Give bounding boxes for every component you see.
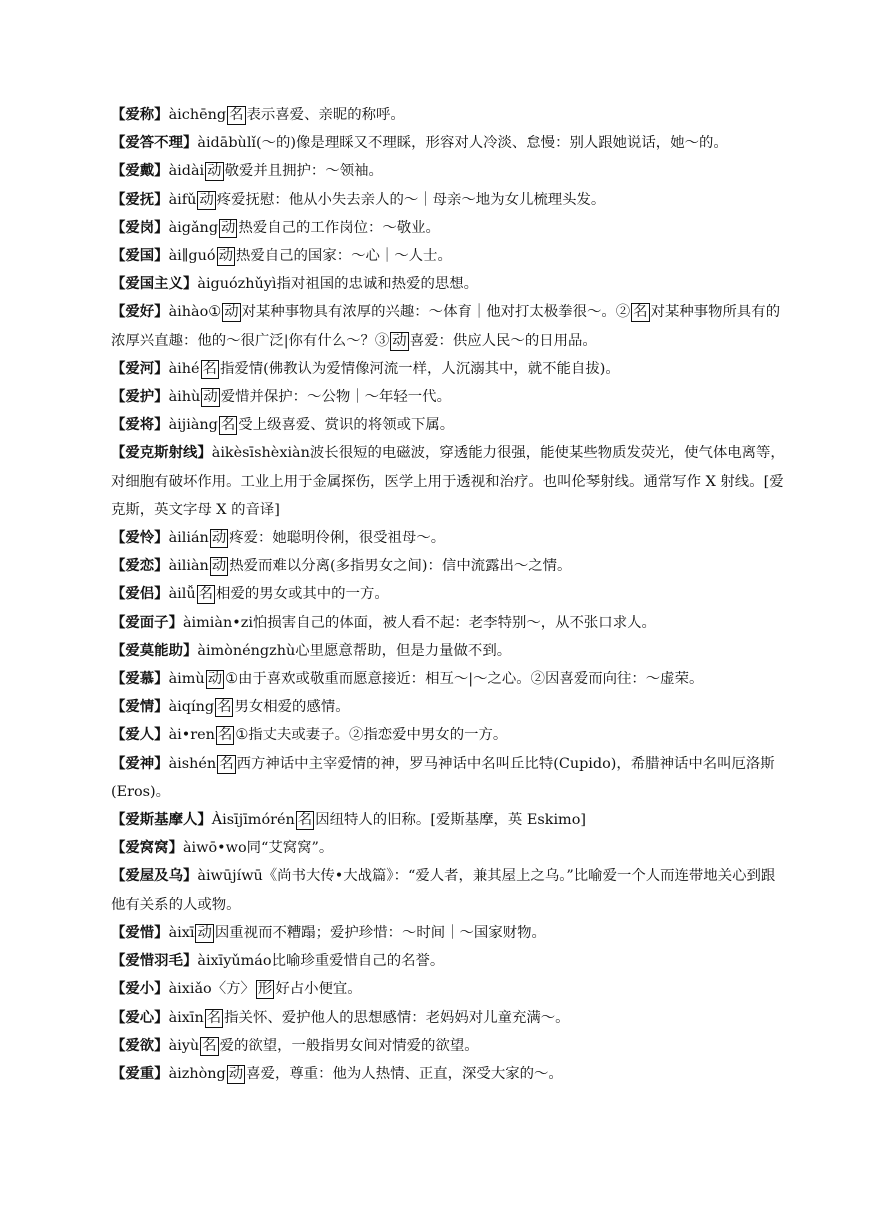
entry-definition: 受上级喜爱、赏识的将领或下属。 xyxy=(238,417,455,434)
part-of-speech-tag: 名 xyxy=(217,699,232,716)
part-of-speech-tag: 动 xyxy=(199,191,214,208)
dictionary-entry xyxy=(111,1060,787,1088)
entry-headword: 【爱神】 xyxy=(111,754,169,772)
dictionary-entry xyxy=(111,806,787,834)
dictionary-entry xyxy=(111,524,787,552)
part-of-speech-tag: 动 xyxy=(207,671,223,688)
entry-definition: 爱的欲望，一般指男女间对情爱的欲望。 xyxy=(219,1037,479,1054)
entry-headword: 【爱抚】 xyxy=(111,190,169,208)
part-of-speech-tag: 名 xyxy=(229,107,244,123)
entry-pinyin: Àisījīmórén xyxy=(211,812,295,829)
entry-definition: 热爱自己的国家：～心｜～人士。 xyxy=(235,248,452,265)
entry-headword: 【爱慕】 xyxy=(111,670,169,688)
part-of-speech-tag: 名 xyxy=(217,727,233,744)
entry-headword: 【爱国】 xyxy=(111,247,169,265)
entry-headword: 【爱惜】 xyxy=(111,923,169,941)
part-of-speech-tag: 名 xyxy=(198,586,214,603)
dictionary-entry xyxy=(111,439,787,524)
entry-definition: 对某种事物具有浓厚的兴趣：～体育｜他对打太极拳很～。② xyxy=(241,304,631,321)
part-of-speech-tag: 名 xyxy=(202,360,217,377)
dictionary-entry xyxy=(111,975,787,1003)
entry-pinyin: ài∥guó xyxy=(168,248,216,265)
entry-headword: 【爱欲】 xyxy=(111,1036,169,1054)
part-of-speech-tag: 名 xyxy=(219,755,234,772)
entry-headword: 【爱克斯射线】 xyxy=(111,444,212,462)
entry-headword: 【爱护】 xyxy=(111,388,169,406)
entry-definition: 敬爱并且拥护：～领袖。 xyxy=(224,163,383,180)
entry-definition: 指对祖国的忠诚和热爱的思想。 xyxy=(276,276,479,293)
entry-definition: 喜爱，尊重：他为人热情、正直，深受大家的～。 xyxy=(246,1065,563,1082)
entry-headword: 【爱斯基摩人】 xyxy=(111,811,212,829)
dictionary-entry xyxy=(111,355,787,383)
entry-pinyin: àixiǎo〈方〉 xyxy=(168,981,255,998)
entry-definition: 因纽特人的旧称。[爱斯基摩，英 Eskimo] xyxy=(315,812,586,829)
entry-pinyin: àixīn xyxy=(168,1009,204,1026)
entry-definition: 相爱的男女或其中的一方。 xyxy=(216,586,389,603)
entry-pinyin: àichēng xyxy=(168,107,227,123)
entry-pinyin: ài•ren xyxy=(168,727,215,744)
entry-definition: 比喻珍重爱惜自己的名誉。 xyxy=(271,953,445,970)
entry-pinyin: àiguózhǔyì xyxy=(197,276,277,293)
entry-pinyin: àimiàn•zi xyxy=(182,614,253,631)
entry-headword: 【爱答不理】 xyxy=(111,134,198,152)
entry-headword: 【爱屋及乌】 xyxy=(111,867,198,885)
dictionary-entry xyxy=(111,919,787,947)
entry-definition: 心里愿意帮助，但是力量做不到。 xyxy=(295,642,512,659)
entry-list xyxy=(111,101,787,1088)
entry-definition: 指关怀、爱护他人的思想感情：老妈妈对儿童充满～。 xyxy=(224,1009,570,1026)
dictionary-entry xyxy=(111,834,787,862)
part-of-speech-tag: 动 xyxy=(221,219,236,236)
dictionary-entry xyxy=(111,693,787,721)
part-of-speech-tag: 动 xyxy=(211,530,227,547)
entry-definition: 喜爱：供应人民～的日用品。 xyxy=(409,332,597,349)
entry-definition: 疼爱：她聪明伶俐，很受祖母～。 xyxy=(229,530,446,547)
entry-definition: 波长很短的电磁波，穿透能力很强，能使某些物质发荧光，使气体电离等，对细胞有破坏作用。工业上用于金属探伤，医学上用于透视和治疗。也叫伦琴射线。通常写作 X 射线。[爱克斯，英文字母 X 的音译] xyxy=(111,445,785,518)
part-of-speech-tag: 形 xyxy=(257,981,273,998)
entry-definition: 男女相爱的感情。 xyxy=(234,699,350,716)
entry-headword: 【爱重】 xyxy=(111,1064,169,1082)
entry-pinyin: àiqíng xyxy=(168,699,215,716)
dictionary-entry xyxy=(111,862,787,918)
entry-definition: (～的)像是理睬又不理睬，形容对人冷淡、怠慢：别人跟她说话，她～的。 xyxy=(256,135,728,152)
entry-definition: ①指丈夫或妻子。②指恋爱中男女的一方。 xyxy=(235,727,508,744)
entry-pinyin: àimònéngzhù xyxy=(197,642,296,659)
entry-definition: 爱惜并保护：～公物｜～年轻一代。 xyxy=(220,389,451,406)
entry-pinyin: àixīyǔmáo xyxy=(197,953,272,970)
entry-headword: 【爱窝窝】 xyxy=(111,839,183,857)
entry-headword: 【爱称】 xyxy=(111,106,169,123)
entry-definition: 表示喜爱、亲昵的称呼。 xyxy=(246,107,405,123)
dictionary-entry xyxy=(111,186,787,214)
entry-headword: 【爱国主义】 xyxy=(111,275,198,293)
entry-headword: 【爱惜羽毛】 xyxy=(111,952,198,970)
entry-pinyin: àiliàn xyxy=(168,558,209,575)
entry-pinyin: àiwō•wo xyxy=(182,840,247,857)
part-of-speech-tag: 名 xyxy=(202,1037,217,1054)
entry-definition: ①由于喜欢或敬重而愿意接近：相互～|～之心。②因喜爱而向往：～虚荣。 xyxy=(225,671,704,688)
entry-pinyin: àimù xyxy=(168,671,205,688)
part-of-speech-tag: 名 xyxy=(633,304,648,321)
entry-pinyin: àidài xyxy=(168,163,205,180)
entry-pinyin: àihào① xyxy=(168,304,222,321)
dictionary-entry xyxy=(111,721,787,749)
entry-pinyin: àihù xyxy=(168,389,201,406)
entry-headword: 【爱心】 xyxy=(111,1008,169,1026)
part-of-speech-tag: 动 xyxy=(218,248,233,265)
entry-headword: 【爱小】 xyxy=(111,980,169,998)
entry-pinyin: àizhòng xyxy=(168,1065,226,1082)
dictionary-entry xyxy=(111,383,787,411)
dictionary-entry xyxy=(111,609,787,637)
entry-pinyin: àiyù xyxy=(168,1037,200,1054)
entry-pinyin: àijiàng xyxy=(168,417,218,434)
entry-pinyin: àilián xyxy=(168,530,209,547)
dictionary-entry xyxy=(111,270,787,298)
entry-definition: 疼爱抚慰：他从小失去亲人的～｜母亲～地为女儿梳理头发。 xyxy=(216,191,606,208)
part-of-speech-tag: 动 xyxy=(224,304,239,321)
entry-definition: 好占小便宜。 xyxy=(275,981,362,998)
part-of-speech-tag: 名 xyxy=(220,417,236,434)
dictionary-entry xyxy=(111,552,787,580)
dictionary-entry xyxy=(111,750,787,806)
dictionary-entry xyxy=(111,157,787,185)
dictionary-entry xyxy=(111,637,787,665)
part-of-speech-tag: 动 xyxy=(211,558,227,575)
entry-headword: 【爱莫能助】 xyxy=(111,641,198,659)
entry-pinyin: àikèsīshèxiàn xyxy=(211,445,310,462)
part-of-speech-tag: 动 xyxy=(203,389,218,406)
dictionary-entry xyxy=(111,101,787,129)
dictionary-entry xyxy=(111,242,787,270)
dictionary-entry xyxy=(111,298,787,354)
part-of-speech-tag: 动 xyxy=(392,332,407,349)
entry-definition: 热爱自己的工作岗位：～敬业。 xyxy=(238,219,440,236)
entry-headword: 【爱河】 xyxy=(111,359,169,377)
dictionary-entry xyxy=(111,580,787,608)
entry-pinyin: àifǔ xyxy=(168,191,197,208)
entry-definition: 西方神话中主宰爱情的神，罗马神话中名叫丘比特(Cupido)，希腊神话中名叫厄洛斯(Eros)。 xyxy=(111,755,775,800)
entry-headword: 【爱好】 xyxy=(111,303,169,321)
entry-pinyin: àidābùlǐ xyxy=(197,135,257,152)
entry-headword: 【爱情】 xyxy=(111,698,169,716)
entry-definition: 同“艾窝窝”。 xyxy=(246,840,334,857)
dictionary-entry xyxy=(111,1004,787,1032)
entry-definition: 因重视而不糟蹋；爱护珍惜：～时间｜～国家财物。 xyxy=(214,924,546,941)
entry-definition: 指爱情(佛教认为爱情像河流一样，人沉溺其中，就不能自拔)。 xyxy=(219,360,620,377)
entry-pinyin: àiwūjíwū xyxy=(197,868,263,885)
dictionary-entry xyxy=(111,411,787,439)
part-of-speech-tag: 动 xyxy=(197,924,212,941)
entry-pinyin: àishén xyxy=(168,755,217,772)
entry-definition: 《尚书大传•大战篇》：“爱人者，兼其屋上之乌。”比喻爱一个人而连带地关心到跟他有关系的人或物。 xyxy=(111,868,776,913)
entry-headword: 【爱侣】 xyxy=(111,585,169,603)
entry-headword: 【爱人】 xyxy=(111,726,169,744)
entry-pinyin: àihé xyxy=(168,360,200,377)
part-of-speech-tag: 名 xyxy=(206,1009,222,1026)
entry-headword: 【爱将】 xyxy=(111,416,169,434)
entry-definition: 对某种事物所具有的浓厚兴直趣：他的～很广泛|你有什么～？③ xyxy=(111,304,781,349)
entry-definition: 热爱而难以分离(多指男女之间)：信中流露出～之情。 xyxy=(229,558,572,575)
dictionary-entry xyxy=(111,947,787,975)
entry-pinyin: àixī xyxy=(168,924,195,941)
part-of-speech-tag: 动 xyxy=(207,163,222,180)
entry-headword: 【爱恋】 xyxy=(111,557,169,575)
entry-headword: 【爱怜】 xyxy=(111,529,169,547)
part-of-speech-tag: 名 xyxy=(297,812,313,829)
part-of-speech-tag: 动 xyxy=(228,1065,244,1082)
entry-pinyin: àigǎng xyxy=(168,219,219,236)
entry-headword: 【爱面子】 xyxy=(111,613,183,631)
entry-headword: 【爱戴】 xyxy=(111,162,169,180)
dictionary-entry xyxy=(111,1032,787,1060)
dictionary-entry xyxy=(111,129,787,157)
dictionary-entry xyxy=(111,665,787,693)
entry-headword: 【爱岗】 xyxy=(111,218,169,236)
entry-definition: 怕损害自己的体面，被人看不起：老李特别～，从不张口求人。 xyxy=(252,614,656,631)
entry-pinyin: àilǚ xyxy=(168,586,196,603)
dictionary-entry xyxy=(111,214,787,242)
